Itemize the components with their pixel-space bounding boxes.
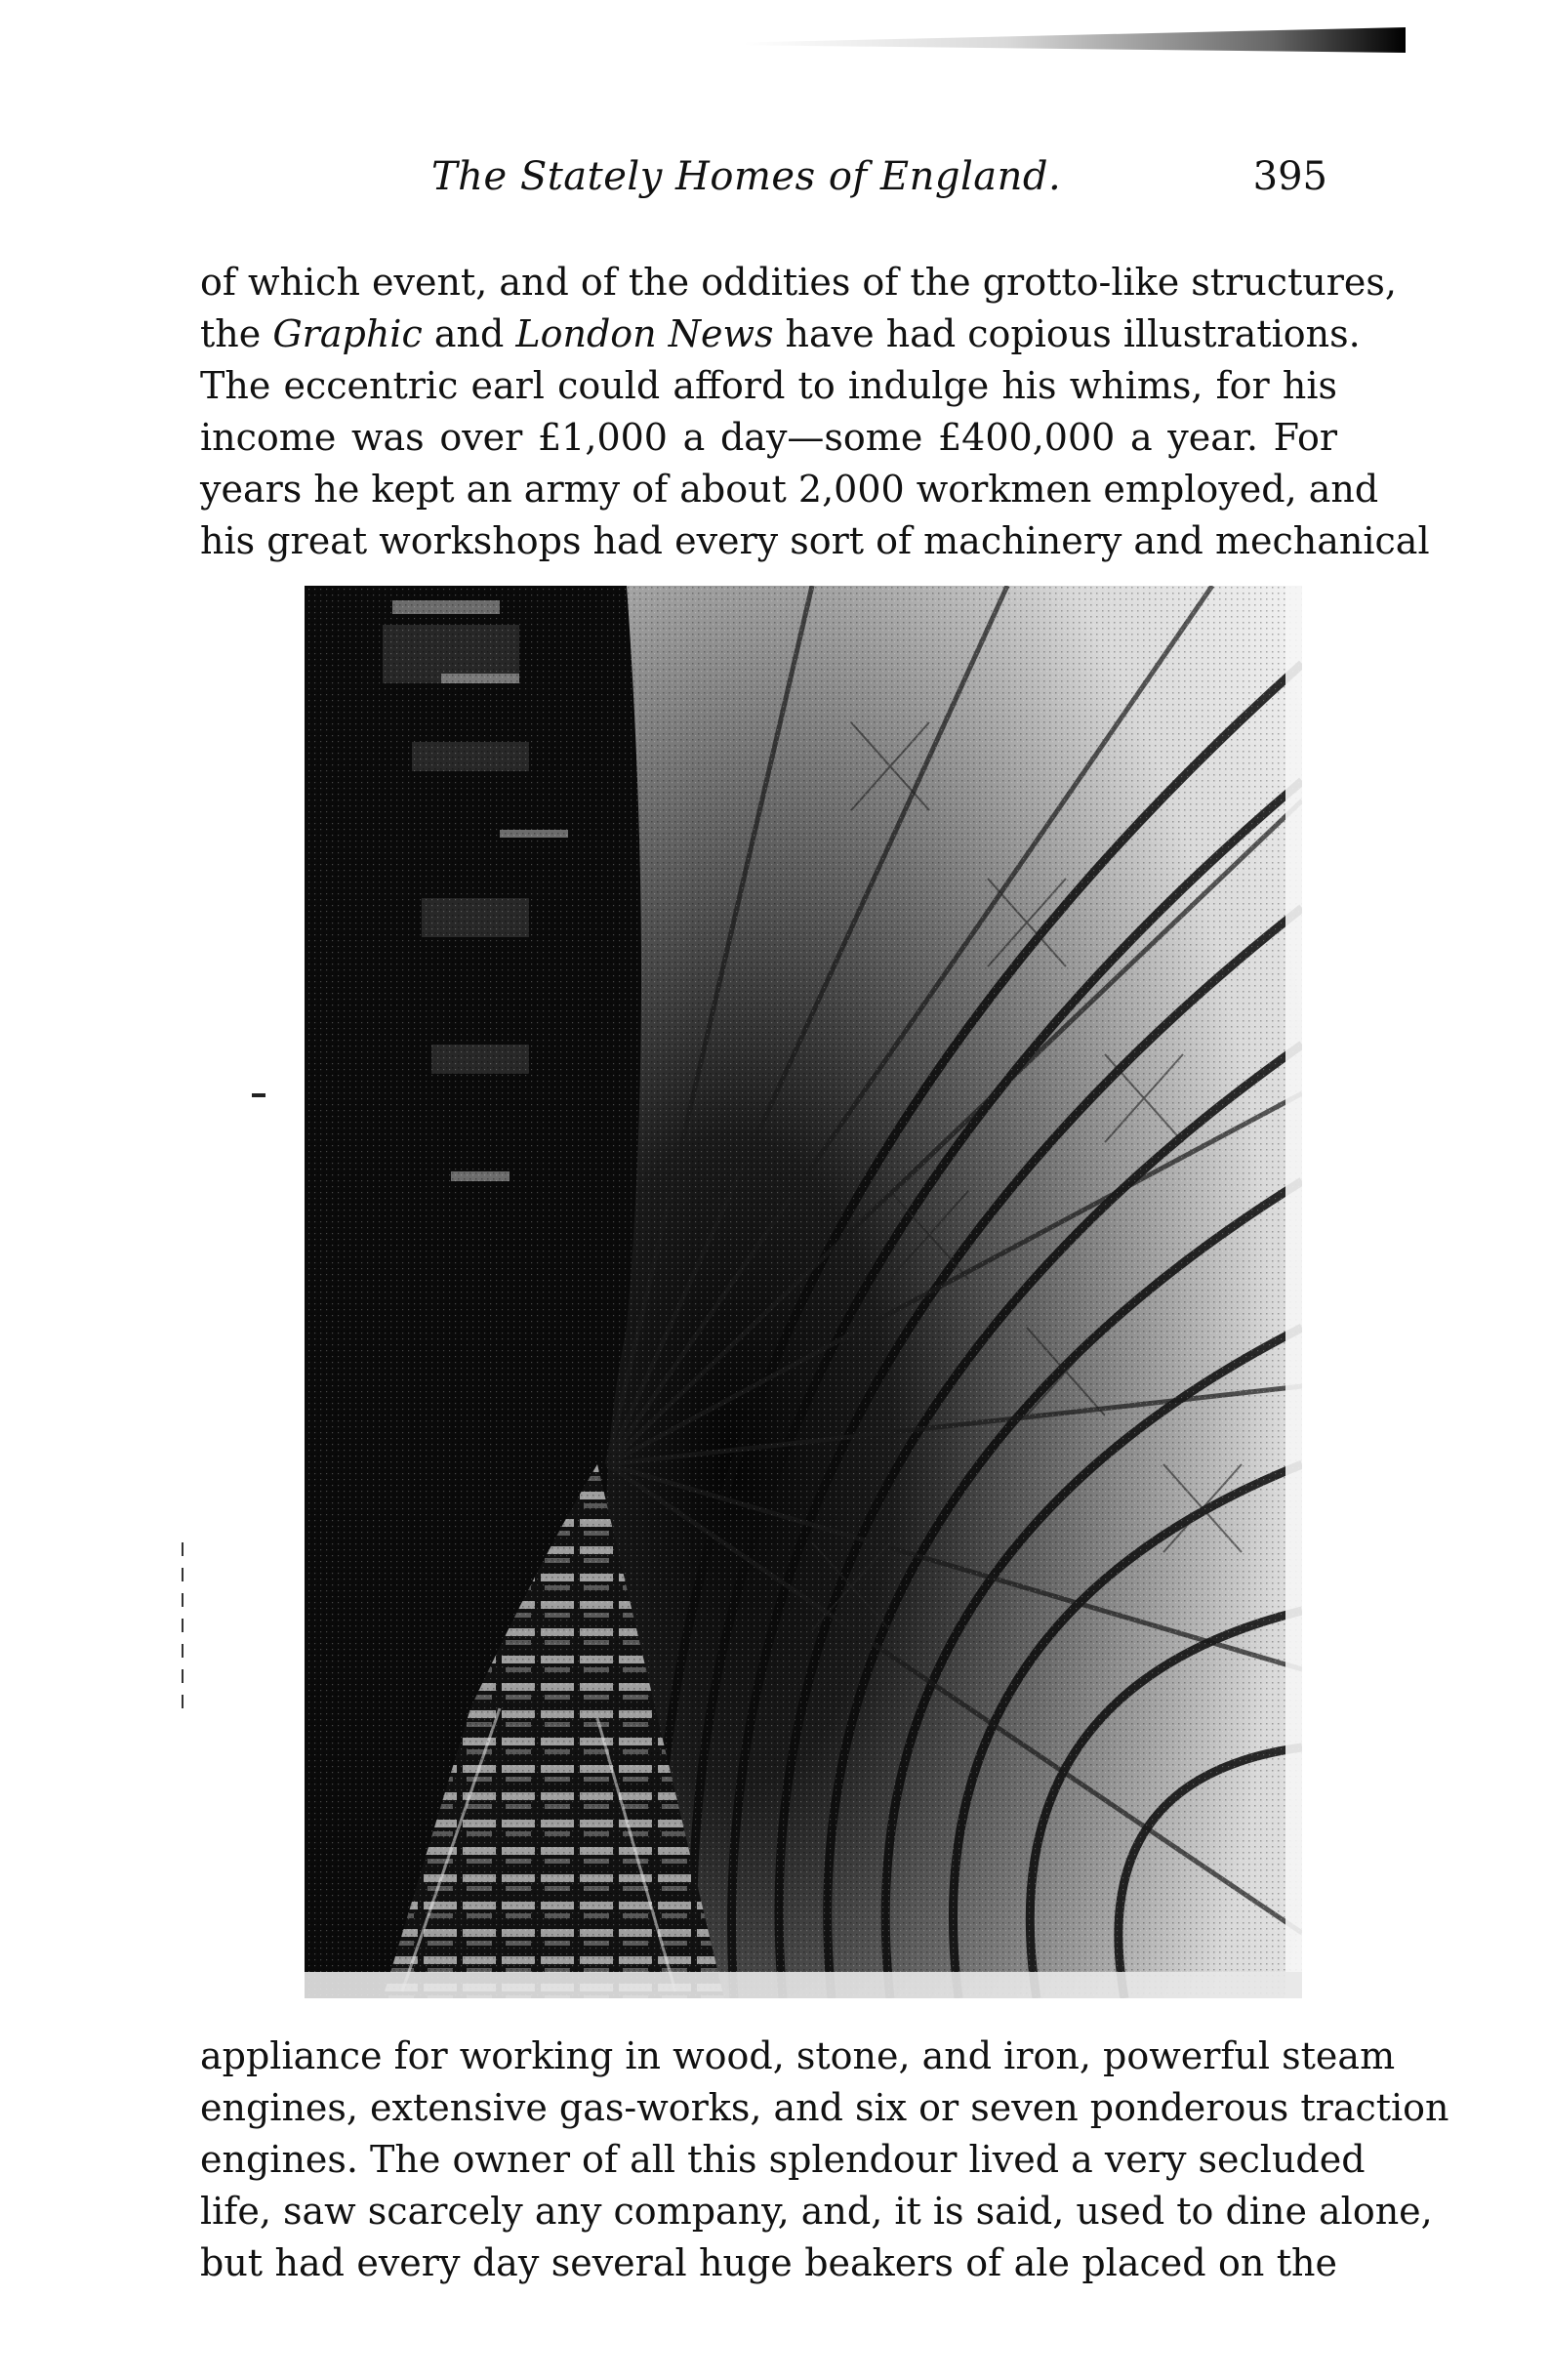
running-head [195,154,1337,213]
tunnel-engraving-svg [305,586,1302,1998]
text-line: but had every day several huge beakers of ale placed on the [200,2241,1337,2284]
text-line: engines. The owner of all this splendour lived a very secluded [200,2138,1366,2181]
paragraph-bottom [200,2031,1449,2289]
stray-print-mark [252,1093,265,1097]
text-line: life, saw scarcely any company, and, it is said, used to dine alone, [200,2190,1433,2233]
text-line: income was over £1,000 a day—some £400,000 a year. For [200,416,1337,459]
text-line: of which event, and of the oddities of the grotto-like structures, [200,261,1397,304]
scan-edge-mark [742,27,1406,53]
engraving-illustration [305,586,1302,1998]
text-line: years he kept an army of about 2,000 workmen employed, and [200,468,1379,511]
stray-print-line [182,1542,184,1718]
page-number: 395 [1252,154,1327,199]
running-title: The Stately Homes of England. [431,154,1062,199]
text-line: engines, extensive gas-works, and six or seven ponderous traction [200,2086,1449,2129]
text-line: his great workshops had every sort of machinery and mechanical [200,519,1430,562]
text-line: The eccentric earl could afford to indulge his whims, for his [200,364,1337,407]
text-line: the Graphic and London News have had copious illustrations. [200,312,1361,355]
text-line: appliance for working in wood, stone, and iron, powerful steam [200,2034,1396,2077]
paragraph-top [200,257,1430,567]
